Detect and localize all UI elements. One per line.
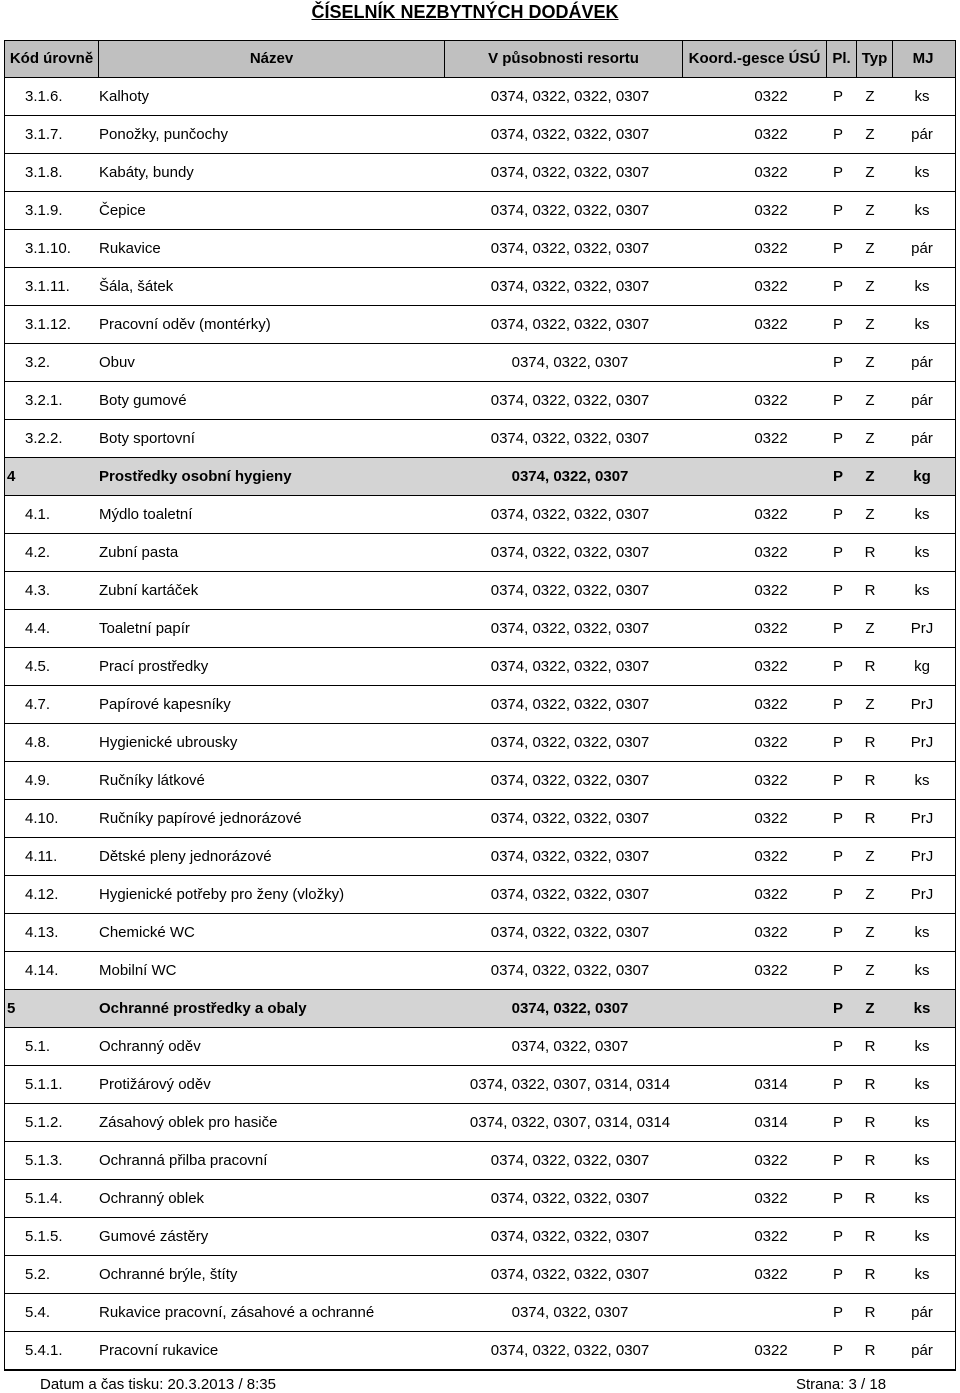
cell-typ: R bbox=[864, 734, 876, 751]
cell-name: Čepice bbox=[99, 202, 146, 219]
cell-name: Ručníky papírové jednorázové bbox=[99, 810, 302, 827]
cell-name: Pracovní oděv (montérky) bbox=[99, 316, 271, 333]
cell-mj: PrJ bbox=[910, 734, 934, 751]
cell-resort: 0374, 0322, 0322, 0307 bbox=[490, 88, 650, 105]
cell-pl: P bbox=[832, 316, 843, 333]
table-row bbox=[5, 762, 955, 800]
cell-name: Gumové zástěry bbox=[99, 1228, 209, 1245]
table-row bbox=[5, 1104, 955, 1142]
cell-koord: 0314 bbox=[754, 1114, 788, 1131]
cell-koord bbox=[741, 458, 801, 495]
cell-name: Ochranný oděv bbox=[99, 1038, 201, 1055]
cell-typ: Z bbox=[865, 240, 875, 257]
cell-mj: ks bbox=[914, 202, 930, 219]
cell-name: Ponožky, punčochy bbox=[99, 126, 228, 143]
cell-mj: ks bbox=[914, 1114, 930, 1131]
cell-koord: 0322 bbox=[754, 924, 788, 941]
cell-koord bbox=[741, 344, 801, 381]
cell-resort: 0374, 0322, 0322, 0307 bbox=[490, 962, 650, 979]
cell-mj: ks bbox=[914, 506, 930, 523]
cell-mj: pár bbox=[911, 392, 933, 409]
cell-name: Papírové kapesníky bbox=[99, 696, 231, 713]
cell-resort: 0374, 0322, 0322, 0307 bbox=[490, 1266, 650, 1283]
table-row bbox=[5, 914, 955, 952]
cell-typ: R bbox=[864, 810, 876, 827]
header-mj: MJ bbox=[912, 50, 934, 67]
table-row bbox=[5, 382, 955, 420]
table-row bbox=[5, 1332, 955, 1370]
table-header bbox=[5, 40, 955, 78]
cell-typ: R bbox=[864, 1228, 876, 1245]
cell-mj: pár bbox=[911, 354, 933, 371]
cell-name: Zubní pasta bbox=[99, 544, 179, 561]
cell-koord: 0322 bbox=[754, 430, 788, 447]
cell-pl: P bbox=[832, 1342, 843, 1359]
cell-resort: 0374, 0322, 0307, 0314, 0314 bbox=[469, 1076, 671, 1093]
cell-mj: ks bbox=[914, 544, 930, 561]
cell-mj: pár bbox=[911, 1304, 933, 1321]
cell-resort: 0374, 0322, 0322, 0307 bbox=[490, 1152, 650, 1169]
cell-pl: P bbox=[832, 886, 843, 903]
cell-name: Ochranný oblek bbox=[99, 1190, 205, 1207]
cell-code: 5.1. bbox=[25, 1038, 51, 1055]
cell-koord: 0322 bbox=[754, 1152, 788, 1169]
cell-name: Ochranná přilba pracovní bbox=[99, 1152, 268, 1169]
cell-code: 4.7. bbox=[25, 696, 51, 713]
cell-mj: ks bbox=[914, 1266, 930, 1283]
cell-name: Boty sportovní bbox=[99, 430, 195, 447]
cell-resort: 0374, 0322, 0322, 0307 bbox=[490, 316, 650, 333]
cell-pl: P bbox=[832, 582, 843, 599]
cell-mj: ks bbox=[914, 316, 930, 333]
cell-code: 5.1.3. bbox=[25, 1152, 63, 1169]
cell-koord: 0322 bbox=[754, 278, 788, 295]
cell-pl: P bbox=[832, 1304, 843, 1321]
cell-pl: P bbox=[832, 772, 843, 789]
cell-resort: 0374, 0322, 0322, 0307 bbox=[490, 126, 650, 143]
cell-code: 4.5. bbox=[25, 658, 51, 675]
cell-code: 3.2. bbox=[25, 354, 51, 371]
table-row bbox=[5, 306, 955, 344]
cell-mj: pár bbox=[911, 1342, 933, 1359]
cell-mj: PrJ bbox=[910, 810, 934, 827]
table-row bbox=[5, 344, 955, 382]
cell-resort: 0374, 0322, 0322, 0307 bbox=[490, 810, 650, 827]
table-row bbox=[5, 1066, 955, 1104]
cell-mj: pár bbox=[911, 126, 933, 143]
cell-typ: R bbox=[864, 1266, 876, 1283]
table-row bbox=[5, 648, 955, 686]
cell-code: 4.9. bbox=[25, 772, 51, 789]
cell-code: 4.10. bbox=[25, 810, 59, 827]
table-row bbox=[5, 116, 955, 154]
cell-mj: pár bbox=[911, 430, 933, 447]
cell-code: 4.3. bbox=[25, 582, 51, 599]
cell-resort: 0374, 0322, 0307, 0314, 0314 bbox=[469, 1114, 671, 1131]
cell-koord: 0322 bbox=[754, 848, 788, 865]
cell-typ: Z bbox=[865, 354, 875, 371]
table-row bbox=[5, 78, 955, 116]
table-row bbox=[5, 420, 955, 458]
cell-mj: ks bbox=[914, 278, 930, 295]
cell-koord: 0314 bbox=[754, 1076, 788, 1093]
cell-code: 4.14. bbox=[25, 962, 59, 979]
cell-mj: ks bbox=[914, 88, 930, 105]
cell-typ: Z bbox=[865, 316, 875, 333]
header-name: Název bbox=[99, 41, 445, 77]
table-row bbox=[5, 952, 955, 990]
cell-typ: R bbox=[864, 582, 876, 599]
cell-resort: 0374, 0322, 0307 bbox=[511, 468, 629, 485]
cell-resort: 0374, 0322, 0322, 0307 bbox=[490, 1190, 650, 1207]
cell-code: 5.4.1. bbox=[25, 1342, 63, 1359]
cell-koord: 0322 bbox=[754, 1266, 788, 1283]
cell-typ: Z bbox=[865, 696, 875, 713]
cell-koord: 0322 bbox=[754, 164, 788, 181]
cell-mj: ks bbox=[914, 582, 930, 599]
cell-koord: 0322 bbox=[754, 392, 788, 409]
cell-code: 3.1.11. bbox=[25, 278, 70, 295]
cell-name: Rukavice bbox=[99, 240, 161, 257]
cell-typ: Z bbox=[865, 848, 875, 865]
table-row bbox=[5, 1256, 955, 1294]
cell-pl: P bbox=[832, 1038, 843, 1055]
table-row bbox=[5, 686, 955, 724]
cell-name: Mobilní WC bbox=[99, 962, 177, 979]
cell-resort: 0374, 0322, 0322, 0307 bbox=[490, 886, 650, 903]
cell-name: Pracovní rukavice bbox=[99, 1342, 219, 1359]
cell-name: Prací prostředky bbox=[99, 658, 209, 675]
cell-resort: 0374, 0322, 0322, 0307 bbox=[490, 202, 650, 219]
cell-name: Hygienické potřeby pro ženy (vložky) bbox=[99, 886, 345, 903]
cell-typ: Z bbox=[865, 886, 875, 903]
table-row bbox=[5, 268, 955, 306]
cell-typ: R bbox=[864, 1152, 876, 1169]
cell-name: Hygienické ubrousky bbox=[99, 734, 238, 751]
cell-code: 3.1.7. bbox=[25, 126, 63, 143]
cell-name: Dětské pleny jednorázové bbox=[99, 848, 272, 865]
cell-pl: P bbox=[832, 1228, 843, 1245]
cell-pl: P bbox=[832, 126, 843, 143]
cell-typ: Z bbox=[865, 164, 875, 181]
cell-koord bbox=[741, 990, 801, 1027]
cell-pl: P bbox=[832, 696, 843, 713]
table-row bbox=[5, 1218, 955, 1256]
cell-typ: R bbox=[864, 1304, 876, 1321]
cell-koord: 0322 bbox=[754, 544, 788, 561]
cell-mj: ks bbox=[914, 1228, 930, 1245]
cell-mj: ks bbox=[914, 1038, 930, 1055]
cell-mj: ks bbox=[914, 924, 930, 941]
table-row bbox=[5, 1028, 955, 1066]
cell-pl: P bbox=[832, 1152, 843, 1169]
cell-typ: Z bbox=[865, 924, 875, 941]
cell-code: 3.1.6. bbox=[25, 88, 63, 105]
cell-resort: 0374, 0322, 0322, 0307 bbox=[490, 848, 650, 865]
cell-typ: Z bbox=[865, 88, 875, 105]
cell-code: 5.4. bbox=[25, 1304, 51, 1321]
cell-resort: 0374, 0322, 0322, 0307 bbox=[490, 392, 650, 409]
cell-typ: Z bbox=[865, 126, 875, 143]
cell-koord: 0322 bbox=[754, 962, 788, 979]
cell-typ: Z bbox=[865, 278, 875, 295]
cell-typ: Z bbox=[865, 1000, 875, 1017]
cell-koord: 0322 bbox=[754, 1342, 788, 1359]
cell-name: Obuv bbox=[99, 354, 135, 371]
cell-mj: kg bbox=[914, 658, 930, 675]
cell-koord: 0322 bbox=[754, 658, 788, 675]
cell-koord: 0322 bbox=[754, 240, 788, 257]
cell-name: Ochranné brýle, štíty bbox=[99, 1266, 238, 1283]
table-row bbox=[5, 610, 955, 648]
cell-name: Prostředky osobní hygieny bbox=[99, 468, 292, 485]
cell-koord bbox=[741, 1294, 801, 1331]
cell-mj: ks bbox=[914, 1190, 930, 1207]
cell-koord: 0322 bbox=[754, 506, 788, 523]
cell-code: 4.13. bbox=[25, 924, 59, 941]
cell-resort: 0374, 0322, 0322, 0307 bbox=[490, 696, 650, 713]
cell-code: 5.1.4. bbox=[25, 1190, 63, 1207]
cell-resort: 0374, 0322, 0322, 0307 bbox=[490, 1228, 650, 1245]
page-title: ČÍSELNÍK NEZBYTNÝCH DODÁVEK bbox=[311, 2, 619, 22]
cell-typ: R bbox=[864, 1076, 876, 1093]
cell-typ: Z bbox=[865, 202, 875, 219]
cell-typ: Z bbox=[865, 430, 875, 447]
cell-pl: P bbox=[832, 620, 843, 637]
cell-resort: 0374, 0322, 0307 bbox=[511, 1000, 629, 1017]
cell-typ: Z bbox=[865, 962, 875, 979]
table-row bbox=[5, 496, 955, 534]
header-resort: V působnosti resortu bbox=[445, 41, 683, 77]
cell-mj: PrJ bbox=[910, 848, 934, 865]
cell-typ: Z bbox=[865, 392, 875, 409]
cell-typ: R bbox=[864, 544, 876, 561]
cell-code: 3.1.10. bbox=[25, 240, 71, 257]
cell-code: 4.1. bbox=[25, 506, 51, 523]
cell-code: 5 bbox=[7, 1000, 16, 1017]
table-row bbox=[5, 876, 955, 914]
cell-pl: P bbox=[832, 1114, 843, 1131]
table-row bbox=[5, 838, 955, 876]
cell-resort: 0374, 0322, 0322, 0307 bbox=[490, 620, 650, 637]
cell-pl: P bbox=[832, 468, 843, 485]
cell-code: 3.1.8. bbox=[25, 164, 63, 181]
table-group-row bbox=[5, 458, 955, 496]
cell-koord: 0322 bbox=[754, 582, 788, 599]
cell-name: Ochranné prostředky a obaly bbox=[99, 1000, 307, 1017]
cell-name: Protižárový oděv bbox=[99, 1076, 211, 1093]
cell-code: 4.2. bbox=[25, 544, 51, 561]
cell-code: 5.1.5. bbox=[25, 1228, 63, 1245]
header-code: Kód úrovně bbox=[5, 41, 99, 77]
cell-resort: 0374, 0322, 0322, 0307 bbox=[490, 734, 650, 751]
cell-typ: R bbox=[864, 772, 876, 789]
cell-pl: P bbox=[832, 848, 843, 865]
cell-code: 3.1.12. bbox=[25, 316, 71, 333]
cell-pl: P bbox=[832, 164, 843, 181]
table-body bbox=[5, 78, 955, 1370]
table-row bbox=[5, 724, 955, 762]
cell-resort: 0374, 0322, 0307 bbox=[511, 1038, 629, 1055]
table-row bbox=[5, 1180, 955, 1218]
cell-name: Chemické WC bbox=[99, 924, 195, 941]
table-group-row bbox=[5, 990, 955, 1028]
cell-koord: 0322 bbox=[754, 126, 788, 143]
cell-code: 4.4. bbox=[25, 620, 51, 637]
cell-name: Kalhoty bbox=[99, 88, 150, 105]
cell-resort: 0374, 0322, 0322, 0307 bbox=[490, 582, 650, 599]
cell-koord: 0322 bbox=[754, 316, 788, 333]
cell-koord: 0322 bbox=[754, 1190, 788, 1207]
cell-name: Zubní kartáček bbox=[99, 582, 199, 599]
cell-koord: 0322 bbox=[754, 1228, 788, 1245]
cell-resort: 0374, 0322, 0322, 0307 bbox=[490, 506, 650, 523]
cell-pl: P bbox=[832, 962, 843, 979]
cell-resort: 0374, 0322, 0307 bbox=[511, 354, 629, 371]
cell-mj: pár bbox=[911, 240, 933, 257]
cell-code: 4.12. bbox=[25, 886, 59, 903]
cell-code: 3.2.1. bbox=[25, 392, 63, 409]
cell-typ: Z bbox=[865, 468, 875, 485]
header-koord: Koord.-gesce ÚSÚ bbox=[683, 41, 827, 77]
table-row bbox=[5, 230, 955, 268]
cell-resort: 0374, 0322, 0322, 0307 bbox=[490, 924, 650, 941]
cell-resort: 0374, 0322, 0322, 0307 bbox=[490, 1342, 650, 1359]
cell-name: Šála, šátek bbox=[99, 278, 174, 295]
cell-pl: P bbox=[832, 1190, 843, 1207]
cell-code: 4.11. bbox=[25, 848, 58, 865]
header-typ: Typ bbox=[857, 41, 893, 77]
print-datetime: Datum a čas tisku: 20.3.2013 / 8:35 bbox=[40, 1376, 276, 1393]
cell-code: 5.1.2. bbox=[25, 1114, 63, 1131]
cell-typ: R bbox=[864, 1038, 876, 1055]
cell-koord: 0322 bbox=[754, 810, 788, 827]
header-pl: Pl. bbox=[827, 41, 857, 77]
cell-resort: 0374, 0322, 0322, 0307 bbox=[490, 544, 650, 561]
cell-name: Boty gumové bbox=[99, 392, 187, 409]
table-row bbox=[5, 154, 955, 192]
cell-code: 5.2. bbox=[25, 1266, 51, 1283]
cell-name: Rukavice pracovní, zásahové a ochranné bbox=[99, 1304, 375, 1321]
cell-resort: 0374, 0322, 0322, 0307 bbox=[490, 430, 650, 447]
cell-typ: R bbox=[864, 1342, 876, 1359]
cell-koord: 0322 bbox=[754, 620, 788, 637]
cell-mj: PrJ bbox=[910, 886, 934, 903]
cell-mj: PrJ bbox=[910, 696, 934, 713]
cell-typ: R bbox=[864, 1190, 876, 1207]
cell-mj: ks bbox=[913, 1000, 931, 1017]
cell-pl: P bbox=[832, 202, 843, 219]
supplies-table bbox=[4, 40, 956, 1371]
cell-code: 4.8. bbox=[25, 734, 51, 751]
cell-resort: 0374, 0322, 0322, 0307 bbox=[490, 772, 650, 789]
cell-resort: 0374, 0322, 0322, 0307 bbox=[490, 240, 650, 257]
cell-typ: R bbox=[864, 1114, 876, 1131]
cell-mj: kg bbox=[913, 468, 931, 485]
cell-koord: 0322 bbox=[754, 886, 788, 903]
cell-mj: ks bbox=[914, 1076, 930, 1093]
cell-code: 5.1.1. bbox=[25, 1076, 63, 1093]
cell-name: Ručníky látkové bbox=[99, 772, 205, 789]
cell-code: 3.2.2. bbox=[25, 430, 63, 447]
cell-name: Toaletní papír bbox=[99, 620, 190, 637]
cell-typ: Z bbox=[865, 620, 875, 637]
cell-resort: 0374, 0322, 0307 bbox=[511, 1304, 629, 1321]
cell-koord: 0322 bbox=[754, 696, 788, 713]
cell-mj: ks bbox=[914, 772, 930, 789]
table-row bbox=[5, 534, 955, 572]
cell-pl: P bbox=[832, 506, 843, 523]
table-row bbox=[5, 192, 955, 230]
table-row bbox=[5, 800, 955, 838]
cell-pl: P bbox=[832, 658, 843, 675]
cell-pl: P bbox=[832, 1000, 843, 1017]
cell-name: Mýdlo toaletní bbox=[99, 506, 193, 523]
cell-resort: 0374, 0322, 0322, 0307 bbox=[490, 278, 650, 295]
cell-koord bbox=[741, 1028, 801, 1065]
cell-name: Kabáty, bundy bbox=[99, 164, 194, 181]
cell-code: 3.1.9. bbox=[25, 202, 63, 219]
cell-pl: P bbox=[832, 88, 843, 105]
cell-pl: P bbox=[832, 240, 843, 257]
cell-mj: PrJ bbox=[910, 620, 934, 637]
cell-koord: 0322 bbox=[754, 734, 788, 751]
cell-resort: 0374, 0322, 0322, 0307 bbox=[490, 658, 650, 675]
cell-koord: 0322 bbox=[754, 772, 788, 789]
cell-pl: P bbox=[832, 810, 843, 827]
cell-resort: 0374, 0322, 0322, 0307 bbox=[490, 164, 650, 181]
cell-pl: P bbox=[832, 354, 843, 371]
cell-pl: P bbox=[832, 734, 843, 751]
cell-pl: P bbox=[832, 278, 843, 295]
cell-pl: P bbox=[832, 544, 843, 561]
table-row bbox=[5, 572, 955, 610]
cell-pl: P bbox=[832, 430, 843, 447]
cell-pl: P bbox=[832, 924, 843, 941]
cell-pl: P bbox=[832, 1076, 843, 1093]
cell-koord: 0322 bbox=[754, 88, 788, 105]
cell-pl: P bbox=[832, 392, 843, 409]
cell-name: Zásahový oblek pro hasiče bbox=[99, 1114, 278, 1131]
page-number: Strana: 3 / 18 bbox=[796, 1376, 887, 1393]
cell-typ: Z bbox=[865, 506, 875, 523]
cell-mj: ks bbox=[914, 962, 930, 979]
table-row bbox=[5, 1142, 955, 1180]
cell-pl: P bbox=[832, 1266, 843, 1283]
cell-mj: ks bbox=[914, 164, 930, 181]
cell-koord: 0322 bbox=[754, 202, 788, 219]
cell-mj: ks bbox=[914, 1152, 930, 1169]
table-row bbox=[5, 1294, 955, 1332]
cell-typ: R bbox=[864, 658, 876, 675]
cell-code: 4 bbox=[7, 468, 16, 485]
